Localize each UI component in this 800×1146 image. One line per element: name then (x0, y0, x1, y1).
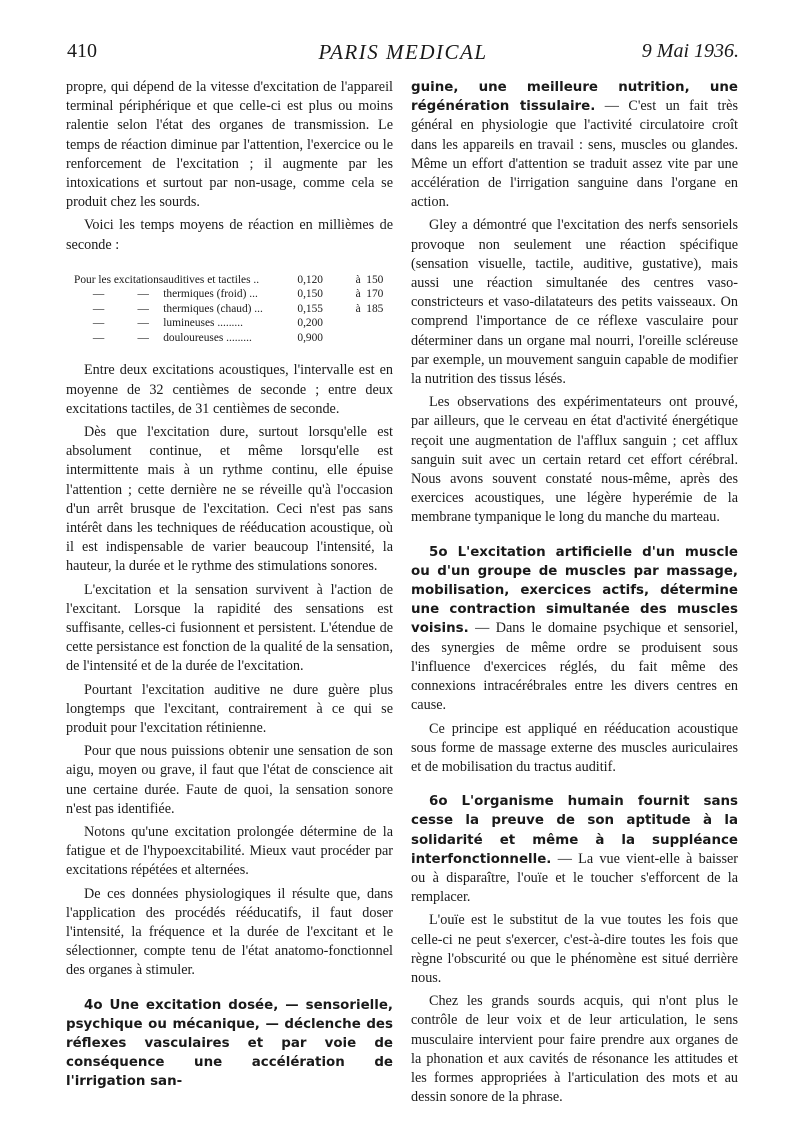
table-cell: — (137, 317, 149, 330)
section-heading-text: 4o Une excitation dosée, — sensorielle, psychique ou mécanique, — déclenche des réflexes vasculaires et par voie de conséquence une accélération de l'irrigation san- (66, 997, 393, 1090)
section-6 (411, 792, 738, 907)
issue-date: 9 Mai 1936. (641, 40, 739, 62)
table-cell: thermiques (froid) ... (163, 288, 258, 301)
table-cell: 0,200 (297, 317, 324, 330)
left-column (66, 78, 393, 1096)
table-cell: thermiques (chaud) ... (163, 302, 263, 315)
table-cell: auditives et tactiles .. (163, 273, 260, 286)
paragraph: L'ouïe est le substitut de la vue toutes les fois que celle-ci ne peut s'exercer, c'est-à-dire toutes les fois que règne l'obscurité ou que le phénomène est situé derrière nous. (411, 912, 738, 986)
paragraph: propre, qui dépend de la vitesse d'excitation de l'appareil terminal périphérique et que celle-ci est plus ou moins ralentie selon l'état des organes de transmission. Le temps de réaction diminue par l'attention, l'exercice ou le renforcement de l'excitation ; il augmente par les intoxications et surtout par non-usage, comme cela se produit chez les sourds. (66, 79, 393, 211)
table-cell: 150 (366, 273, 384, 286)
section-heading-text: guine, une meilleure nutrition, une régénération tissulaire. (411, 80, 738, 115)
table-cell (366, 331, 393, 346)
paragraph: Voici les temps moyens de réaction en millièmes de seconde : (66, 217, 393, 253)
paragraph: L'excitation et la sensation survivent à l'action de l'excitant. Lorsque la rapidité des sensations est suffisante, celles-ci fusionnent et persistent. L'étendue de cette persistance est fonction de la qualité de la sensation, de l'intensité et de la durée de l'excitation. (66, 581, 393, 675)
paragraph: Pourtant l'excitation auditive ne dure guère plus longtemps que l'excitant, contrairement à ce qui se produit pour l'excitation rétinienne. (66, 681, 393, 736)
table-row (74, 287, 393, 302)
journal-title: PARIS MEDICAL (318, 40, 488, 64)
table-cell: 0,150 (297, 288, 324, 301)
running-header (67, 40, 739, 70)
table-cell: à (355, 273, 361, 286)
table-row (74, 331, 393, 346)
table-cell: 0,120 (297, 273, 324, 286)
table-cell: douloureuses ......... (163, 331, 252, 344)
table-cell: — (137, 302, 149, 315)
table-cell: Pour les excitations (74, 273, 164, 286)
section-heading-text: 6o L'organisme humain fournit sans cesse la preuve de son aptitude à la solidarité et même à la suppléance interfonctionnelle. (411, 794, 738, 867)
section-5 (411, 543, 738, 716)
page-number: 410 (67, 40, 97, 62)
paragraph: De ces données physiologiques il résulte que, dans l'application des procédés rééducatifs, il faut doser l'intensité, la fréquence et la durée de l'excitant et le sélectionner, compte tenu de l'état anatomo-fonctionnel des organes à stimuler. (66, 885, 393, 979)
paragraph: Gley a démontré que l'excitation des nerfs sensoriels provoque non seulement une réaction spécifique (sensation visuelle, tactile, auditive, gustative), mais aussi une réaction simultanée des centres vaso-constricteurs et vaso-dilatateurs des petits vaisseaux. On comprend l'importance de ce réflexe vasculaire pour déterminer dans un organe mal nourri, l'oreille scléreuse par exemple, un mouvement sanguin capable de modifier la nutrition des tissus lésés. (411, 217, 738, 388)
table-cell: — (92, 331, 105, 344)
paragraph: Ce principe est appliqué en rééducation acoustique sous forme de massage externe des muscles auriculaires et de mobilisation du tractus auditif. (411, 720, 738, 775)
paragraph-text: — La vue vient-elle à baisser ou à disparaître, l'ouïe et le toucher s'efforcent de la remplacer. (411, 850, 738, 906)
paragraph: Les observations des expérimentateurs ont prouvé, par ailleurs, que le cerveau en état d'activité énergétique reçoit une augmentation de l'afflux sanguin ; cet afflux sanguin suit avec un certain retard cet effort cérébral. Nous avons souvent constaté nous-même, après des exercices acoustiques, une légère hyperémie de la membrane tympanique le long du manche du marteau. (411, 394, 738, 526)
reaction-times-table (74, 273, 393, 346)
section-4-heading (66, 996, 393, 1092)
table-cell: — (137, 288, 149, 301)
table-cell (350, 331, 366, 346)
section-heading-text: 5o L'excitation artificielle d'un muscle ou d'un groupe de muscles par massage, mobilisation, exercices actifs, détermine une contraction simultanée des muscles voisins. (411, 544, 738, 637)
table-cell: 170 (366, 288, 384, 301)
table-cell (366, 316, 393, 331)
table-cell (350, 316, 366, 331)
paragraph: Chez les grands sourds acquis, qui n'ont plus le contrôle de leur voix et de leur articulation, le sens musculaire intervient pour faire prendre aux organes de la phonation et aux cavités de résonance les attitudes et les formes appropriées à l'articulation des mots et au dessin sonore de la phrase. (411, 993, 738, 1106)
table-row (74, 316, 393, 331)
paragraph-text: — C'est un fait très général en physiologie que l'activité circulatoire croît dans les appareils en travail : sens, muscles ou glandes. Même un effort d'attention se traduit assez vite par une accélération de l'irrigation sanguine dans l'organe en action. (411, 98, 738, 211)
table-cell: — (92, 288, 105, 301)
paragraph: Pour que nous puissions obtenir une sensation de son aigu, moyen ou grave, il faut que l'état de conscience ait une certaine durée. Faute de quoi, la sensation sonore n'est pas identifiée. (66, 743, 393, 817)
table-cell: lumineuses ......... (163, 317, 243, 330)
table-cell: à (355, 288, 361, 301)
paragraph: Dès que l'excitation dure, surtout lorsqu'elle est absolument continue, et même lorsqu'elle est intermittente mais à un rythme continu, elle épuise l'attention ; cette dernière ne se réveille qu'à l'occasion d'un arrêt brusque de l'excitation. Ceci n'est pas sans intérêt dans les techniques de rééducation acoustique, où il est indispensable de varier beaucoup l'intensité, la hauteur, la durée et le rythme des stimulations sonores. (66, 423, 393, 575)
table-cell: — (137, 331, 149, 344)
paragraph: Entre deux excitations acoustiques, l'intervalle est en moyenne de 32 centièmes de seconde ; entre deux excitations tactiles, de 31 centièmes de seconde. (66, 362, 393, 417)
paragraph (411, 78, 738, 212)
right-column (411, 78, 738, 1111)
table-cell: à (355, 302, 361, 315)
table-cell: 0,155 (297, 302, 324, 315)
table-cell: 0,900 (297, 331, 324, 344)
table-cell: 185 (366, 302, 384, 315)
table-row (74, 273, 393, 288)
table-cell: — (92, 317, 105, 330)
paragraph: Notons qu'une excitation prolongée détermine de la fatigue et de l'hypoexcitabilité. Mieux vaut procéder par excitations répétées et alternées. (66, 824, 393, 879)
table-cell: — (92, 302, 105, 315)
paragraph-text: — Dans le domaine psychique et sensoriel, des synergies de même ordre se produisent sous l'influence d'exercices réglés, du fait même des connexions intracérébrales entre les divers centres en cause. (411, 620, 738, 714)
table-row (74, 302, 393, 317)
